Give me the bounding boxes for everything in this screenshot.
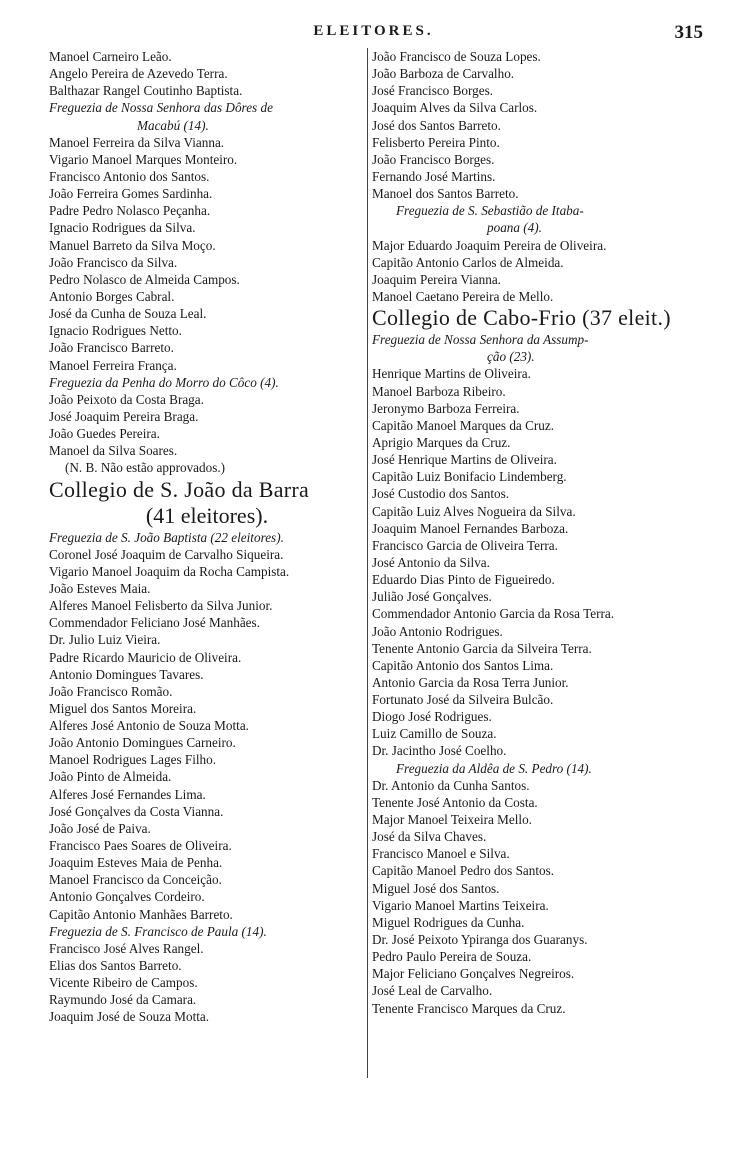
elector-name: Vigario Manoel Joaquim da Rocha Campista. [49, 563, 290, 579]
elector-name: Fernando José Martins. [372, 168, 496, 184]
elector-name: João Pinto de Almeida. [49, 769, 172, 785]
elector-name: Major Manoel Teixeira Mello. [372, 812, 532, 828]
elector-name: Miguel dos Santos Moreira. [49, 700, 197, 716]
elector-name: José da Silva Chaves. [372, 829, 487, 845]
elector-name: João Antonio Domingues Carneiro. [49, 735, 236, 751]
college-heading: Collegio de Cabo-Frio (37 eleit.) [372, 305, 671, 331]
elector-name: Francisco José Alves Rangel. [49, 940, 204, 956]
elector-name: Felisberto Pereira Pinto. [372, 134, 500, 150]
elector-name: Antonio Borges Cabral. [49, 288, 175, 304]
elector-name: Tenente Francisco Marques da Cruz. [372, 1000, 566, 1016]
elector-name: Vigario Manoel Martins Teixeira. [372, 897, 549, 913]
column-divider [367, 48, 368, 1078]
elector-name: Manoel Barboza Ribeiro. [372, 383, 506, 399]
elector-name: Aprigio Marques da Cruz. [372, 434, 511, 450]
elector-name: João Francisco de Souza Lopes. [372, 49, 541, 64]
elector-name: Manoel Francisco da Conceição. [49, 872, 222, 888]
elector-name: João Barboza de Carvalho. [372, 66, 515, 82]
elector-name: João Antonio Rodrigues. [372, 623, 503, 639]
elector-name: Capitão Luiz Bonifacio Lindemberg. [372, 469, 567, 485]
parish-heading: Freguezia de Nossa Senhora da Assump- [372, 332, 589, 348]
elector-name: Francisco Garcia de Oliveira Terra. [372, 537, 558, 553]
elector-name: Commendador Feliciano José Manhães. [49, 615, 260, 631]
parish-heading: Freguezia de S. Francisco de Paula (14). [49, 923, 267, 939]
elector-name: Dr. Jacintho José Coelho. [372, 743, 507, 759]
elector-name: Angelo Pereira de Azevedo Terra. [49, 66, 228, 82]
parish-heading-cont: Macabú (14). [137, 117, 209, 133]
parish-heading-cont: poana (4). [487, 220, 542, 236]
elector-name: Francisco Manoel e Silva. [372, 846, 510, 862]
elector-name: Dr. Antonio da Cunha Santos. [372, 777, 530, 793]
approval-note: (N. B. Não estão approvados.) [65, 460, 226, 476]
elector-name: Manoel Ferreira da Silva Vianna. [49, 134, 225, 150]
parish-heading: Freguezia da Penha do Morro do Côco (4). [49, 374, 279, 390]
elector-name: João Esteves Maia. [49, 580, 151, 596]
elector-name: Joaquim Pereira Vianna. [372, 271, 501, 287]
elector-name: Manoel Caetano Pereira de Mello. [372, 288, 554, 304]
elector-name: Capitão Luiz Alves Nogueira da Silva. [372, 503, 576, 519]
elector-name: Pedro Paulo Pereira de Souza. [372, 949, 532, 965]
elector-name: Capitão Antonio dos Santos Lima. [372, 657, 554, 673]
page-header [0, 22, 747, 48]
elector-name: José dos Santos Barreto. [372, 117, 501, 133]
elector-name: José Gonçalves da Costa Vianna. [49, 803, 224, 819]
elector-name: Eduardo Dias Pinto de Figueiredo. [372, 572, 555, 588]
elector-name: Alferes José Fernandes Lima. [49, 786, 206, 802]
elector-name: Elias dos Santos Barreto. [49, 958, 182, 974]
elector-name: Padre Ricardo Mauricio de Oliveira. [49, 649, 242, 665]
elector-name: José da Cunha de Souza Leal. [49, 306, 207, 322]
elector-name: José Custodio dos Santos. [372, 486, 510, 502]
elector-name: Antonio Domingues Tavares. [49, 666, 204, 682]
elector-name: Alferes Manoel Felisberto da Silva Junior. [49, 598, 273, 614]
elector-name: Francisco Paes Soares de Oliveira. [49, 838, 232, 854]
elector-name: Jeronymo Barboza Ferreira. [372, 400, 520, 416]
elector-name: Vicente Ribeiro de Campos. [49, 975, 198, 991]
page-title: ELEITORES. [313, 23, 434, 39]
elector-name: João Francisco Borges. [372, 151, 495, 167]
elector-name: Balthazar Rangel Coutinho Baptista. [49, 83, 243, 99]
elector-name: Vigario Manoel Marques Monteiro. [49, 151, 238, 167]
elector-name: José Antonio da Silva. [372, 554, 490, 570]
elector-name: Dr. José Peixoto Ypiranga dos Guaranys. [372, 932, 588, 948]
elector-name: Manoel da Silva Soares. [49, 443, 178, 459]
elector-name: Tenente José Antonio da Costa. [372, 794, 538, 810]
elector-name: Francisco Antonio dos Santos. [49, 168, 210, 184]
elector-name: Manuel Barreto da Silva Moço. [49, 237, 216, 253]
parish-heading-cont: ção (23). [487, 349, 535, 365]
elector-name: Tenente Antonio Garcia da Silveira Terra. [372, 640, 592, 656]
elector-name: Miguel José dos Santos. [372, 880, 500, 896]
elector-name: Antonio Garcia da Rosa Terra Junior. [372, 674, 569, 690]
elector-name: João Peixoto da Costa Braga. [49, 391, 204, 407]
elector-name: Capitão Antonio Manhães Barreto. [49, 906, 233, 922]
elector-name: Dr. Julio Luiz Vieira. [49, 632, 161, 648]
elector-name: José Henrique Martins de Oliveira. [372, 452, 557, 468]
elector-name: Antonio Gonçalves Cordeiro. [49, 889, 205, 905]
elector-name: Padre Pedro Nolasco Peçanha. [49, 203, 211, 219]
elector-name: Capitão Manoel Pedro dos Santos. [372, 863, 555, 879]
elector-name: João Guedes Pereira. [49, 426, 160, 442]
elector-name: Pedro Nolasco de Almeida Campos. [49, 271, 240, 287]
elector-name: Diogo José Rodrigues. [372, 709, 492, 725]
elector-name: Commendador Antonio Garcia da Rosa Terra. [372, 606, 615, 622]
elector-name: José Joaquim Pereira Braga. [49, 408, 199, 424]
elector-name: José Francisco Borges. [372, 83, 493, 99]
elector-name: Capitão Antonio Carlos de Almeida. [372, 254, 564, 270]
elector-name: Manoel dos Santos Barreto. [372, 186, 519, 202]
elector-name: Joaquim José de Souza Motta. [49, 1009, 210, 1025]
elector-name: Capitão Manoel Marques da Cruz. [372, 417, 555, 433]
elector-name: João José de Paiva. [49, 820, 151, 836]
elector-name: Major Eduardo Joaquim Pereira de Oliveira. [372, 237, 607, 253]
elector-name: Ignacio Rodrigues Netto. [49, 323, 182, 339]
elector-name: Miguel Rodrigues da Cunha. [372, 914, 525, 930]
elector-name: Ignacio Rodrigues da Silva. [49, 220, 196, 236]
elector-name: Alferes José Antonio de Souza Motta. [49, 718, 249, 734]
elector-name: João Francisco da Silva. [49, 254, 178, 270]
elector-name: Manoel Rodrigues Lages Filho. [49, 752, 217, 768]
elector-name: Henrique Martins de Oliveira. [372, 366, 531, 382]
parish-heading: Freguezia da Aldêa de S. Pedro (14). [396, 760, 592, 776]
parish-heading: Freguezia de S. Sebastião de Itaba- [396, 203, 584, 219]
college-heading: Collegio de S. João da Barra [49, 476, 310, 502]
elector-name: Joaquim Alves da Silva Carlos. [372, 100, 538, 116]
elector-name: Julião José Gonçalves. [372, 589, 492, 605]
parish-heading: Freguezia de Nossa Senhora das Dôres de [49, 100, 273, 116]
elector-name: Major Feliciano Gonçalves Negreiros. [372, 966, 575, 982]
right-column [372, 48, 690, 1017]
college-heading-cont: (41 eleitores). [145, 502, 269, 528]
elector-name: João Francisco Barreto. [49, 340, 174, 356]
parish-heading: Freguezia de S. João Baptista (22 eleitores). [49, 529, 284, 545]
elector-name: João Ferreira Gomes Sardinha. [49, 186, 213, 202]
elector-name: Joaquim Manoel Fernandes Barboza. [372, 520, 569, 536]
elector-name: Fortunato José da Silveira Bulcão. [372, 692, 554, 708]
elector-name: Luiz Camillo de Souza. [372, 726, 497, 742]
elector-name: Manoel Carneiro Leão. [49, 49, 172, 64]
elector-name: Coronel José Joaquim de Carvalho Siqueira. [49, 546, 284, 562]
elector-name: Raymundo José da Camara. [49, 992, 197, 1008]
page-number: 315 [674, 22, 703, 43]
elector-name: Joaquim Esteves Maia de Penha. [49, 855, 223, 871]
left-column [49, 48, 365, 1026]
elector-name: José Leal de Carvalho. [372, 983, 493, 999]
elector-name: João Francisco Romão. [49, 683, 173, 699]
elector-name: Manoel Ferreira França. [49, 357, 177, 373]
